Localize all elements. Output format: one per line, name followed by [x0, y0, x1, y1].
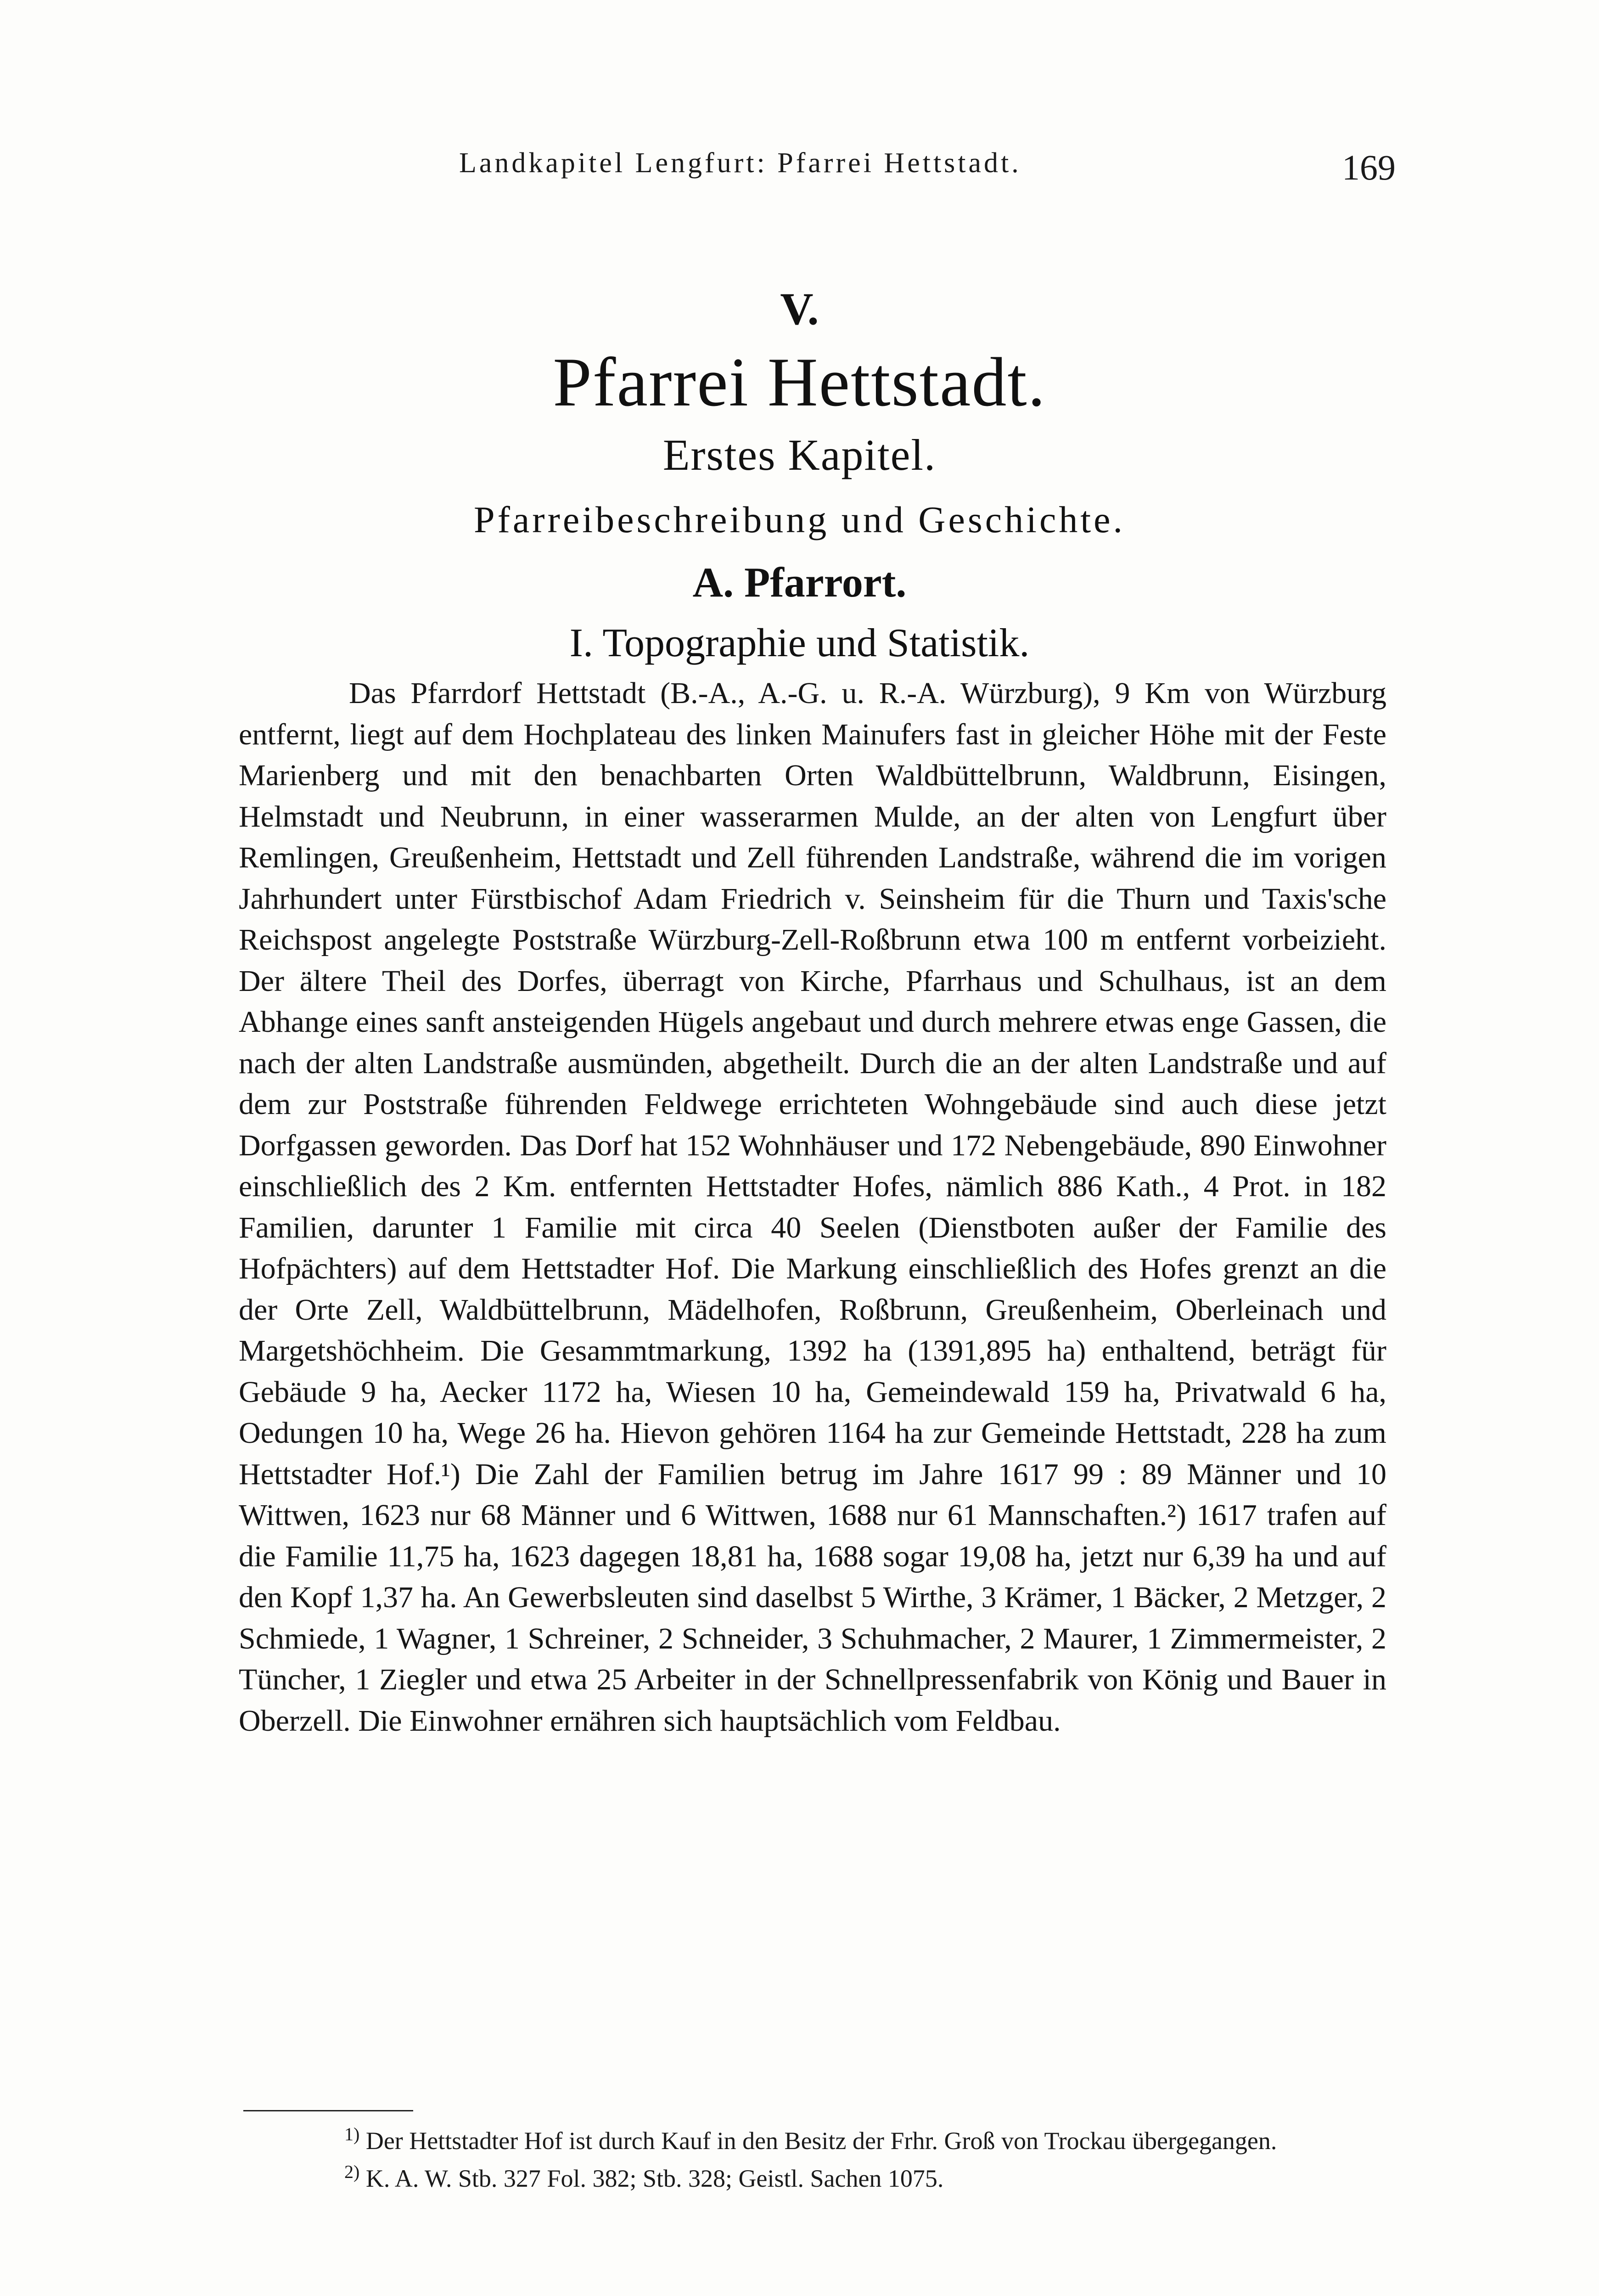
section-number: V. — [780, 283, 819, 334]
footnote-text: K. A. W. Stb. 327 Fol. 382; Stb. 328; Geistl. Sachen 1075. — [365, 2165, 944, 2192]
footnote-1 — [239, 2124, 1386, 2158]
chapter-heading: Erstes Kapitel. — [662, 430, 937, 479]
page-number: 169 — [1342, 147, 1396, 187]
page-title: Pfarrei Hettstadt. — [553, 343, 1046, 421]
section-heading-a: A. Pfarrort. — [692, 559, 907, 606]
running-title: Landkapitel Lengfurt: Pfarrei Hettstadt. — [459, 147, 1021, 179]
footnote-text: Der Hettstadter Hof ist durch Kauf in den Besitz der Frhr. Groß von Trockau übergegangen. — [365, 2127, 1277, 2155]
section-heading-i: I. Topographie und Statistik. — [569, 621, 1030, 665]
chapter-subtitle: Pfarreibeschreibung und Geschichte. — [473, 499, 1126, 540]
running-head — [459, 147, 1396, 197]
footnote-mark: 1) — [344, 2124, 360, 2144]
footnote-divider — [243, 2110, 413, 2111]
footnotes — [239, 2124, 1386, 2199]
footnote-mark: 2) — [344, 2161, 360, 2182]
footnote-2 — [239, 2161, 1386, 2195]
body-paragraph: Das Pfarrdorf Hettstadt (B.-A., A.-G. u. R.-A. Würzburg), 9 Km von Würzburg entfernt, liegt auf dem Hochplateau des linken Mainufers fast in gleicher Höhe mit der Feste Marienberg und mit den benachbarten Orten Waldbüttelbrunn, Waldbrunn, Eisingen, Helmstadt und Neubrunn, in einer wasserarmen Mulde, an der alten von Lengfurt über Remlingen, Greußenheim, Hettstadt und Zell führenden Landstraße, während die im vorigen Jahrhundert unter Fürstbischof Adam Friedrich v. Seinsheim für die Thurn und Taxis'sche Reichspost angelegte Poststraße Würzburg-Zell-Roßbrunn etwa 100 m entfernt vorbeizieht. Der ältere Theil des Dorfes, überragt von Kirche, Pfarrhaus und Schulhaus, ist an dem Abhange eines sanft ansteigenden Hügels angebaut und durch mehrere etwas enge Gassen, die nach der alten Landstraße ausmünden, abgetheilt. Durch die an der alten Landstraße und auf dem zur Poststraße führenden Feldwege errichteten Wohngebäude sind auch diese jetzt Dorfgassen geworden. Das Dorf hat 152 Wohnhäuser und 172 Nebengebäude, 890 Einwohner einschließlich des 2 Km. entfernten Hettstadter Hofes, nämlich 886 Kath., 4 Prot. in 182 Familien, darunter 1 Familie mit circa 40 Seelen (Dienstboten außer der Familie des Hofpächters) auf dem Hettstadter Hof. Die Markung einschließlich des Hofes grenzt an die der Orte Zell, Waldbüttelbrunn, Mädelhofen, Roßbrunn, Greußenheim, Oberleinach und Margetshöchheim. Die Gesammtmarkung, 1392 ha (1391,895 ha) enthaltend, beträgt für Gebäude 9 ha, Aecker 1172 ha, Wiesen 10 ha, Gemeindewald 159 ha, Privatwald 6 ha, Oedungen 10 ha, Wege 26 ha. Hievon gehören 1164 ha zur Gemeinde Hettstadt, 228 ha zum Hettstadter Hof.¹) Die Zahl der Familien betrug im Jahre 1617 99 : 89 Männer und 10 Wittwen, 1623 nur 68 Männer und 6 Wittwen, 1688 nur 61 Mannschaften.²) 1617 trafen auf die Familie 11,75 ha, 1623 dagegen 18,81 ha, 1688 sogar 19,08 ha, jetzt nur 6,39 ha und auf den Kopf 1,37 ha. An Gewerbsleuten sind daselbst 5 Wirthe, 3 Krämer, 1 Bäcker, 2 Metzger, 2 Schmiede, 1 Wagner, 1 Schreiner, 2 Schneider, 3 Schuhmacher, 2 Maurer, 1 Zimmermeister, 2 Tüncher, 1 Ziegler und etwa 25 Arbeiter in der Schnellpressenfabrik von König und Bauer in Oberzell. Die Einwohner ernähren sich hauptsächlich vom Feldbau. — [239, 676, 1386, 1738]
